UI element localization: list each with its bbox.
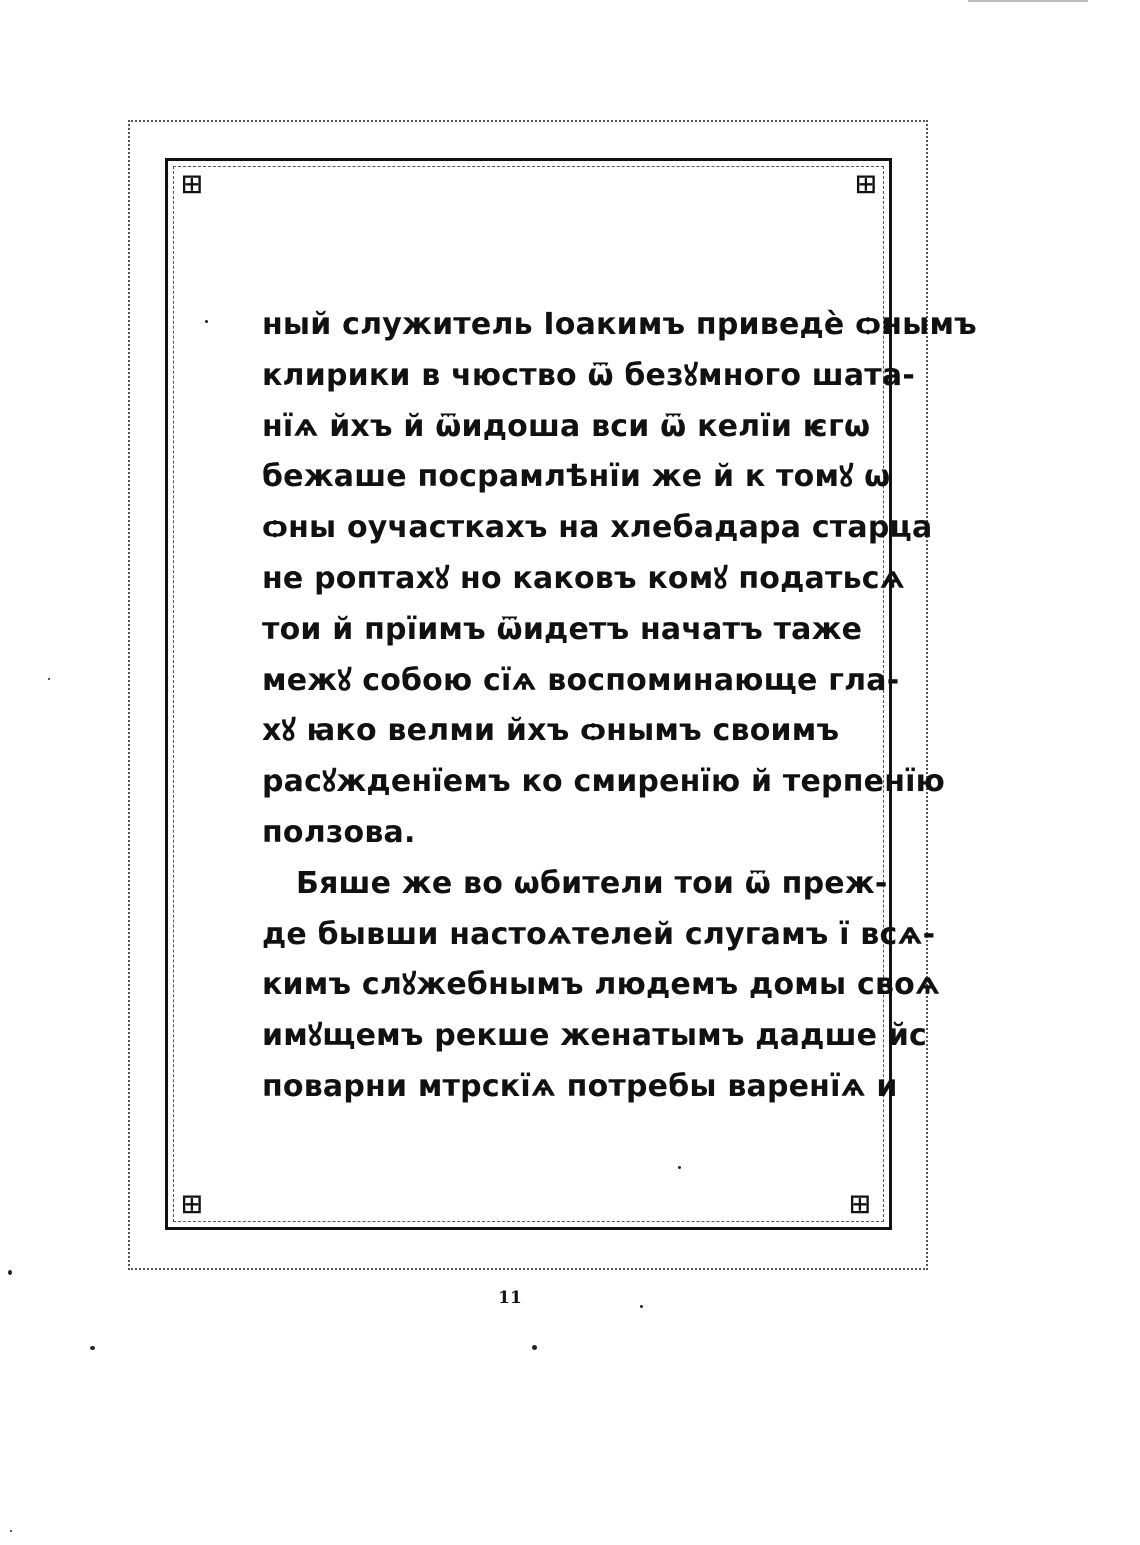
text-line: тои й прїимъ ѿидетъ начатъ таже	[262, 611, 863, 647]
text-line: Бяше же во ѡбители тои ѿ преж-	[296, 865, 888, 901]
scan-speck	[640, 1305, 643, 1308]
text-line: нїѧ йхъ й ѿидоша вси ѿ келїи ѥгѡ	[262, 408, 871, 444]
text-line: расꙋжденїемъ ко смиренїю й терпенїю	[262, 764, 945, 800]
scan-speck	[8, 1270, 12, 1275]
text-line: клирики в чюство ѿ безꙋмного шата-	[262, 357, 915, 393]
scan-speck	[48, 678, 50, 680]
corner-ornament-bottom-left-icon: ⊞	[181, 1184, 203, 1224]
text-line: не роптахꙋ но каковъ комꙋ податьсѧ	[262, 560, 905, 596]
text-line: ѻны оучасткахъ на хлебадара старца	[262, 510, 933, 546]
corner-ornament-top-right-icon: ⊞	[855, 164, 877, 204]
scan-speck	[678, 1166, 681, 1169]
scan-edge-line	[968, 0, 1088, 6]
scan-speck	[90, 1346, 95, 1350]
text-line: ползова.	[262, 814, 416, 850]
text-line: де бывши настоѧтелей слугамъ ї всѧ-	[262, 916, 936, 952]
text-line: межꙋ собою сїѧ воспоминающе гла-	[262, 662, 900, 698]
text-line: имꙋщемъ рекше женатымъ дадше йс	[262, 1018, 928, 1054]
text-line: кимъ слꙋжебнымъ людемъ домы своѧ	[262, 967, 941, 1003]
text-line: бежаше посрамлѣнїи же й к томꙋ ѡ	[262, 459, 891, 495]
corner-ornament-bottom-right-icon: ⊞	[849, 1184, 871, 1224]
scan-speck	[10, 1530, 12, 1532]
page-number: 11	[498, 1288, 522, 1308]
scan-speck	[532, 1345, 537, 1350]
text-line: поварни мтрскїѧ потребы варенїѧ и	[262, 1068, 898, 1104]
corner-ornament-top-left-icon: ⊞	[181, 164, 203, 204]
scan-speck	[205, 320, 208, 323]
text-line: ный служитель Іоакимъ приведѐ ѻнымъ	[262, 307, 977, 342]
text-line: хꙋ ꙗко велми йхъ ѻнымъ своимъ	[262, 713, 840, 749]
body-text	[262, 300, 977, 1113]
